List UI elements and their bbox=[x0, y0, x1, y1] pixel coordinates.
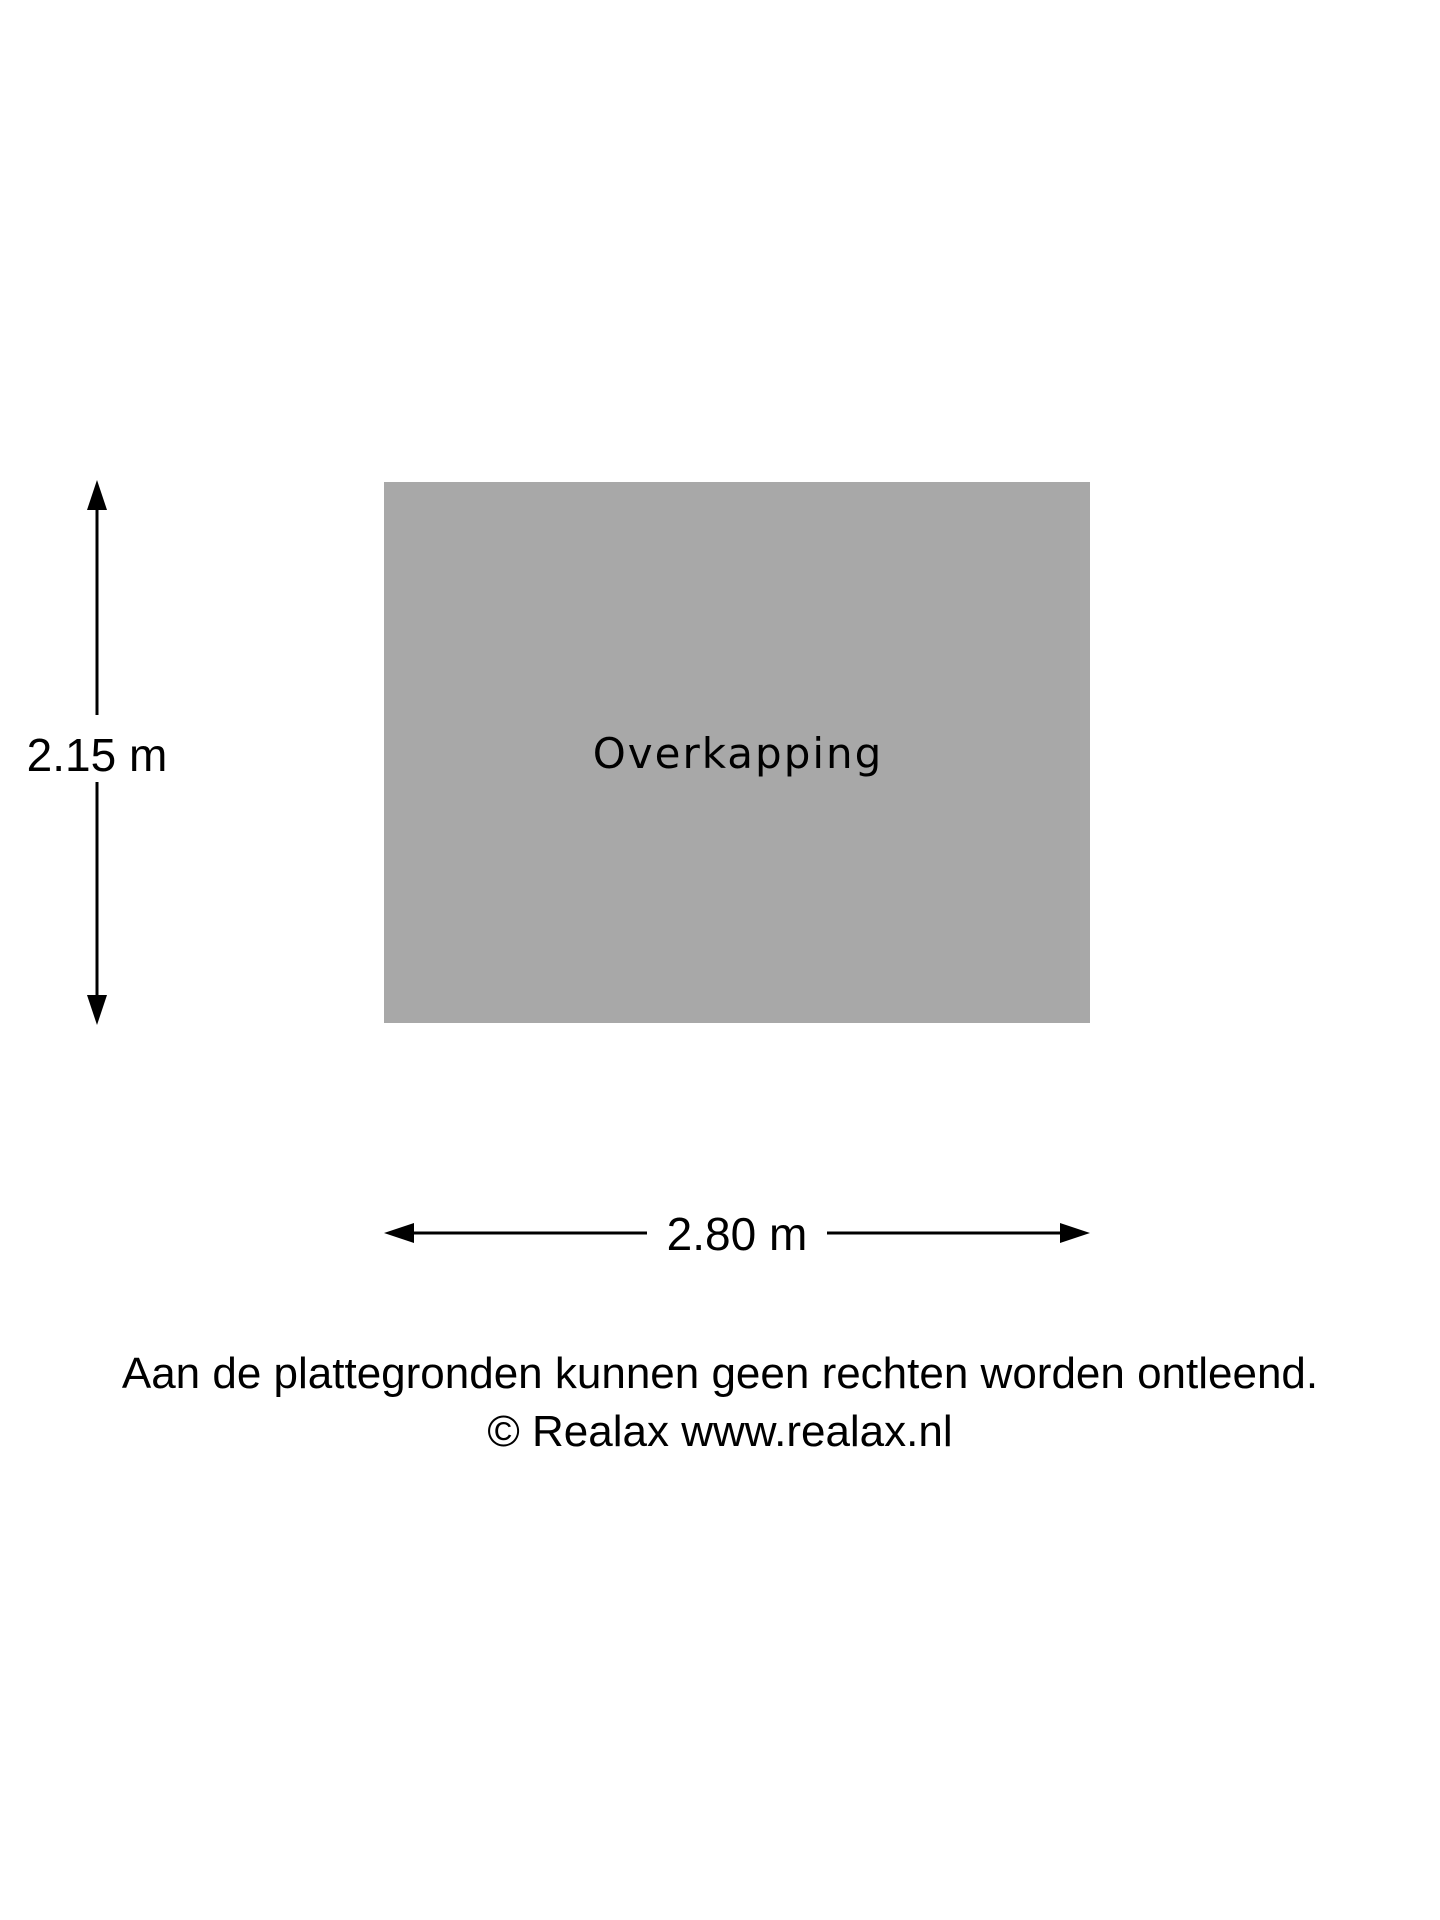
room-label: Overkapping bbox=[592, 729, 884, 778]
width-dimension bbox=[384, 1208, 1090, 1260]
width-dimension-label: 2.80 m bbox=[666, 1208, 808, 1260]
arrow-right-icon bbox=[1060, 1223, 1090, 1243]
arrow-down-icon bbox=[87, 995, 107, 1025]
height-dimension bbox=[27, 480, 168, 1025]
height-dimension-label: 2.15 m bbox=[26, 729, 168, 781]
disclaimer-text: Aan de plattegronden kunnen geen rechten worden ontleend. bbox=[121, 1349, 1319, 1398]
copyright-text: © Realax www.realax.nl bbox=[487, 1407, 953, 1456]
arrow-up-icon bbox=[87, 480, 107, 510]
arrow-left-icon bbox=[384, 1223, 414, 1243]
